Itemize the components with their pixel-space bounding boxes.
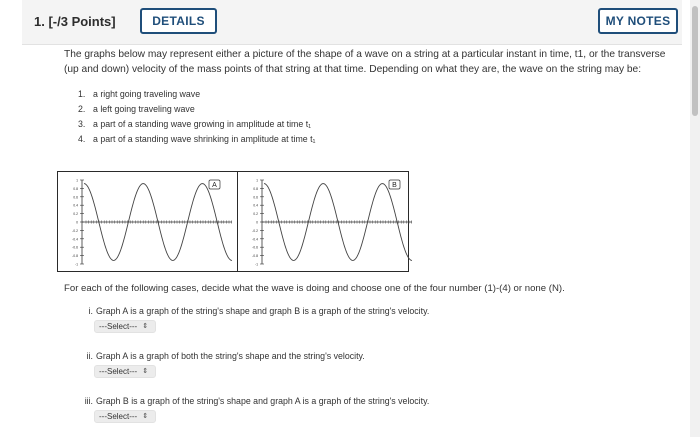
- y-tick-label: -0.8: [72, 254, 78, 259]
- graph-label-b: B: [392, 182, 397, 189]
- y-tick-label: -0.8: [252, 254, 258, 259]
- select-value: ---Select---: [99, 412, 138, 421]
- y-tick-label: 0.4: [73, 203, 78, 208]
- case-iii-select[interactable]: [94, 410, 156, 423]
- question-header: [22, 0, 682, 45]
- y-tick-label: 1: [256, 178, 258, 183]
- case-i-select[interactable]: [94, 320, 156, 333]
- option-text: a right going traveling wave: [93, 89, 201, 99]
- select-value: ---Select---: [99, 322, 138, 331]
- y-tick-label: -0.6: [72, 245, 78, 250]
- cases-prompt: For each of the following cases, decide what the wave is doing and choose one of the four number (1)-(4) or none (N).: [64, 283, 565, 294]
- option-text: a part of a standing wave growing in amplitude at time t₁: [93, 119, 312, 129]
- y-tick-label: -0.6: [252, 245, 258, 250]
- option-text: a left going traveling wave: [93, 104, 195, 114]
- chevron-up-down-icon: ⇕: [142, 368, 149, 375]
- graph-a: [60, 174, 236, 270]
- y-tick-label: 0.6: [73, 195, 78, 200]
- question-body: [64, 48, 676, 147]
- y-tick-label: 0.8: [73, 186, 78, 191]
- y-tick-label: 1: [76, 178, 78, 183]
- case-text: Graph B is a graph of the string's shape and graph A is a graph of the string's velocity.: [96, 396, 430, 406]
- graph-label-a: A: [212, 182, 217, 189]
- scrollbar[interactable]: [690, 0, 700, 437]
- y-tick-label: 0.2: [253, 212, 258, 217]
- option-number: 2.: [78, 104, 86, 114]
- option-item: [78, 102, 676, 117]
- y-tick-label: 0.8: [253, 186, 258, 191]
- chevron-up-down-icon: ⇕: [142, 323, 149, 330]
- option-item: [78, 87, 676, 102]
- option-text: a part of a standing wave shrinking in amplitude at time t₁: [93, 134, 316, 144]
- case-number: iii.: [84, 396, 93, 406]
- options-list: [78, 87, 676, 147]
- graph-b: [240, 174, 416, 270]
- y-tick-label: 0: [76, 220, 78, 225]
- figure-divider: [237, 172, 238, 271]
- case-iii: [80, 396, 429, 406]
- case-number: i.: [88, 306, 93, 316]
- y-tick-label: 0.2: [73, 212, 78, 217]
- case-i: [80, 306, 429, 316]
- option-number: 3.: [78, 119, 86, 129]
- select-value: ---Select---: [99, 367, 138, 376]
- case-ii: [80, 351, 365, 361]
- my-notes-button[interactable]: MY NOTES: [598, 8, 678, 34]
- chevron-up-down-icon: ⇕: [142, 413, 149, 420]
- wave-graphs-figure: [57, 171, 409, 272]
- y-tick-label: -0.4: [72, 237, 78, 242]
- y-tick-label: 0: [256, 220, 258, 225]
- scrollbar-thumb[interactable]: [692, 6, 698, 116]
- option-item: [78, 117, 676, 132]
- case-ii-select[interactable]: [94, 365, 156, 378]
- case-text: Graph A is a graph of both the string's shape and the string's velocity.: [96, 351, 365, 361]
- intro-text: The graphs below may represent either a picture of the shape of a wave on a string at a particular instant in time, t1, or the transverse (up and down) velocity of the mass points of that string at that time. Depending on what they are, the wave on the string may be:: [64, 49, 666, 75]
- y-tick-label: 0.6: [253, 195, 258, 200]
- y-tick-label: -1: [254, 262, 258, 267]
- y-tick-label: 0.4: [253, 203, 258, 208]
- question-title: 1. [-/3 Points]: [34, 14, 116, 29]
- y-tick-label: -0.4: [252, 237, 258, 242]
- option-item: [78, 132, 676, 147]
- y-tick-label: -0.2: [252, 228, 258, 233]
- case-number: ii.: [86, 351, 93, 361]
- case-text: Graph A is a graph of the string's shape and graph B is a graph of the string's velocity.: [96, 306, 430, 316]
- details-button[interactable]: DETAILS: [140, 8, 217, 34]
- y-tick-label: -0.2: [72, 228, 78, 233]
- y-tick-label: -1: [74, 262, 78, 267]
- option-number: 1.: [78, 89, 86, 99]
- option-number: 4.: [78, 134, 86, 144]
